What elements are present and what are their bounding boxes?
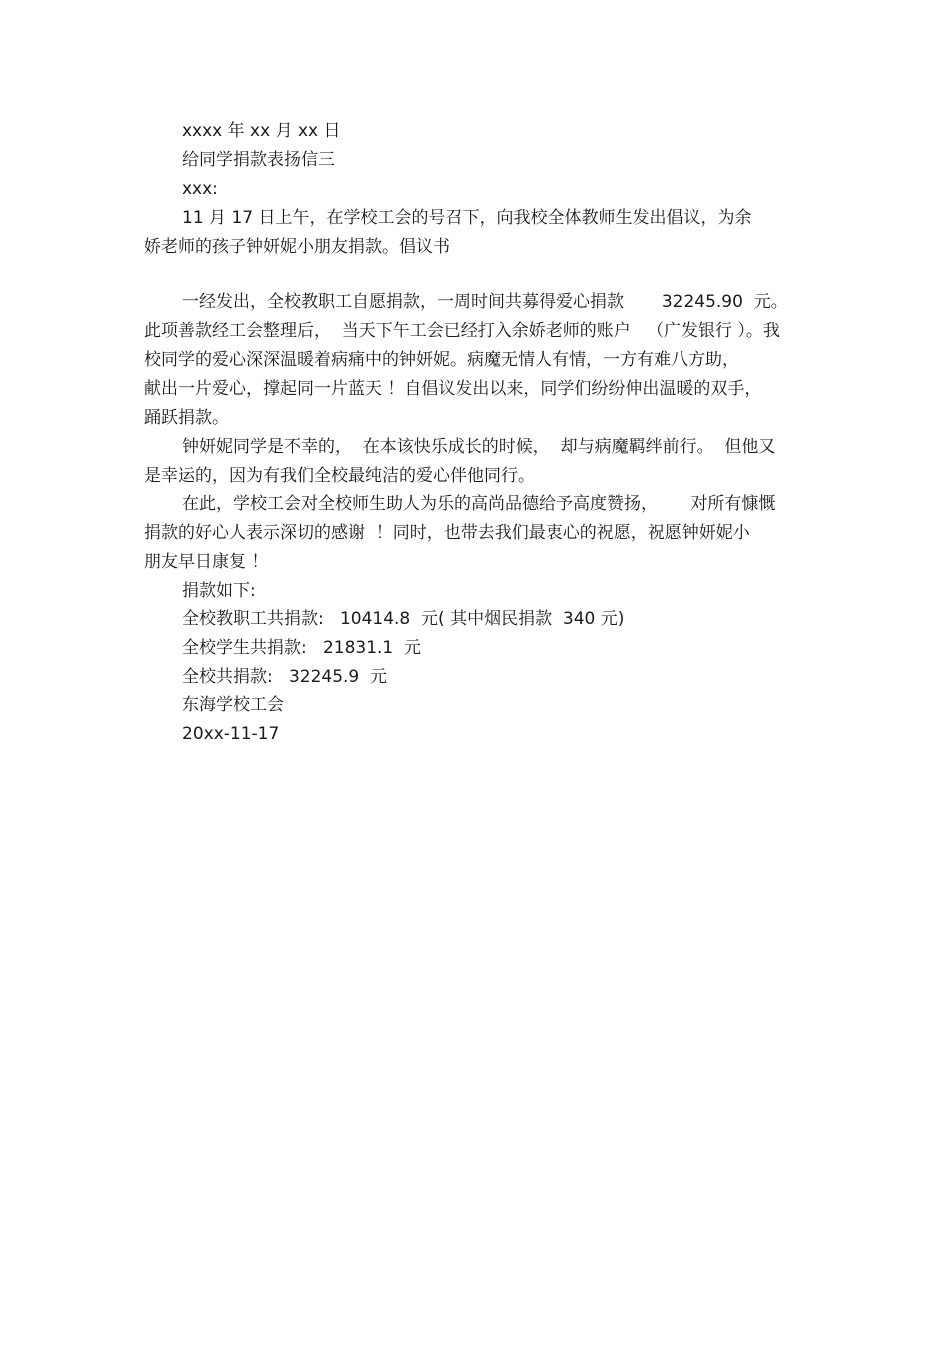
paragraph-4-line-1: 在此，学校工会对全校师生助人为乐的高尚品德给予高度赞扬， 对所有慷慨: [182, 494, 776, 514]
letter-title: 给同学捐款表扬信三: [182, 150, 335, 170]
paragraph-2-line-1: 一经发出，全校教职工自愿捐款，一周时间共募得爱心捐款 32245.90 元。: [182, 292, 788, 312]
paragraph-1-line-1: 11 月 17 日上午，在学校工会的号召下，向我校全体教师生发出倡议，为余: [182, 208, 752, 228]
paragraph-4-line-2: 捐款的好心人表示深切的感谢 ！同时，也带去我们最衷心的祝愿，祝愿钟妍妮小: [144, 523, 750, 543]
signature-org: 东海学校工会: [182, 695, 284, 715]
paragraph-2-line-4: 献出一片爱心，撑起同一片蓝天 ！自倡议发出以来，同学们纷纷伸出温暖的双手，: [144, 379, 762, 399]
paragraph-4-line-3: 朋友早日康复 ！: [144, 552, 269, 572]
paragraph-2-line-3: 校同学的爱心深深温暖着病痛中的钟妍妮。病魔无情人有情，一方有难八方助，: [144, 350, 739, 370]
paragraph-3-line-2: 是幸运的，因为有我们全校最纯洁的爱心伴他同行。: [144, 466, 535, 486]
donation-heading: 捐款如下:: [182, 581, 256, 601]
paragraph-3-line-1: 钟妍妮同学是不幸的， 在本该快乐成长的时候， 却与病魔羁绊前行。 但他又: [182, 437, 776, 457]
date-line: xxxx 年 xx 月 xx 日: [182, 121, 341, 141]
paragraph-2-line-2: 此项善款经工会整理后， 当天下午工会已经打入余娇老师的账户 （广发银行 ）。我: [144, 321, 780, 341]
donation-total: 全校共捐款: 32245.9 元: [182, 667, 388, 687]
signature-date: 20xx-11-17: [182, 724, 280, 744]
donation-students: 全校学生共捐款: 21831.1 元: [182, 638, 422, 658]
paragraph-2-line-5: 踊跃捐款。: [144, 408, 229, 428]
salutation: xxx:: [182, 179, 218, 199]
donation-staff: 全校教职工共捐款: 10414.8 元( 其中烟民捐款 340 元): [182, 609, 625, 629]
paragraph-1-line-2: 娇老师的孩子钟妍妮小朋友捐款。倡议书: [144, 237, 450, 257]
